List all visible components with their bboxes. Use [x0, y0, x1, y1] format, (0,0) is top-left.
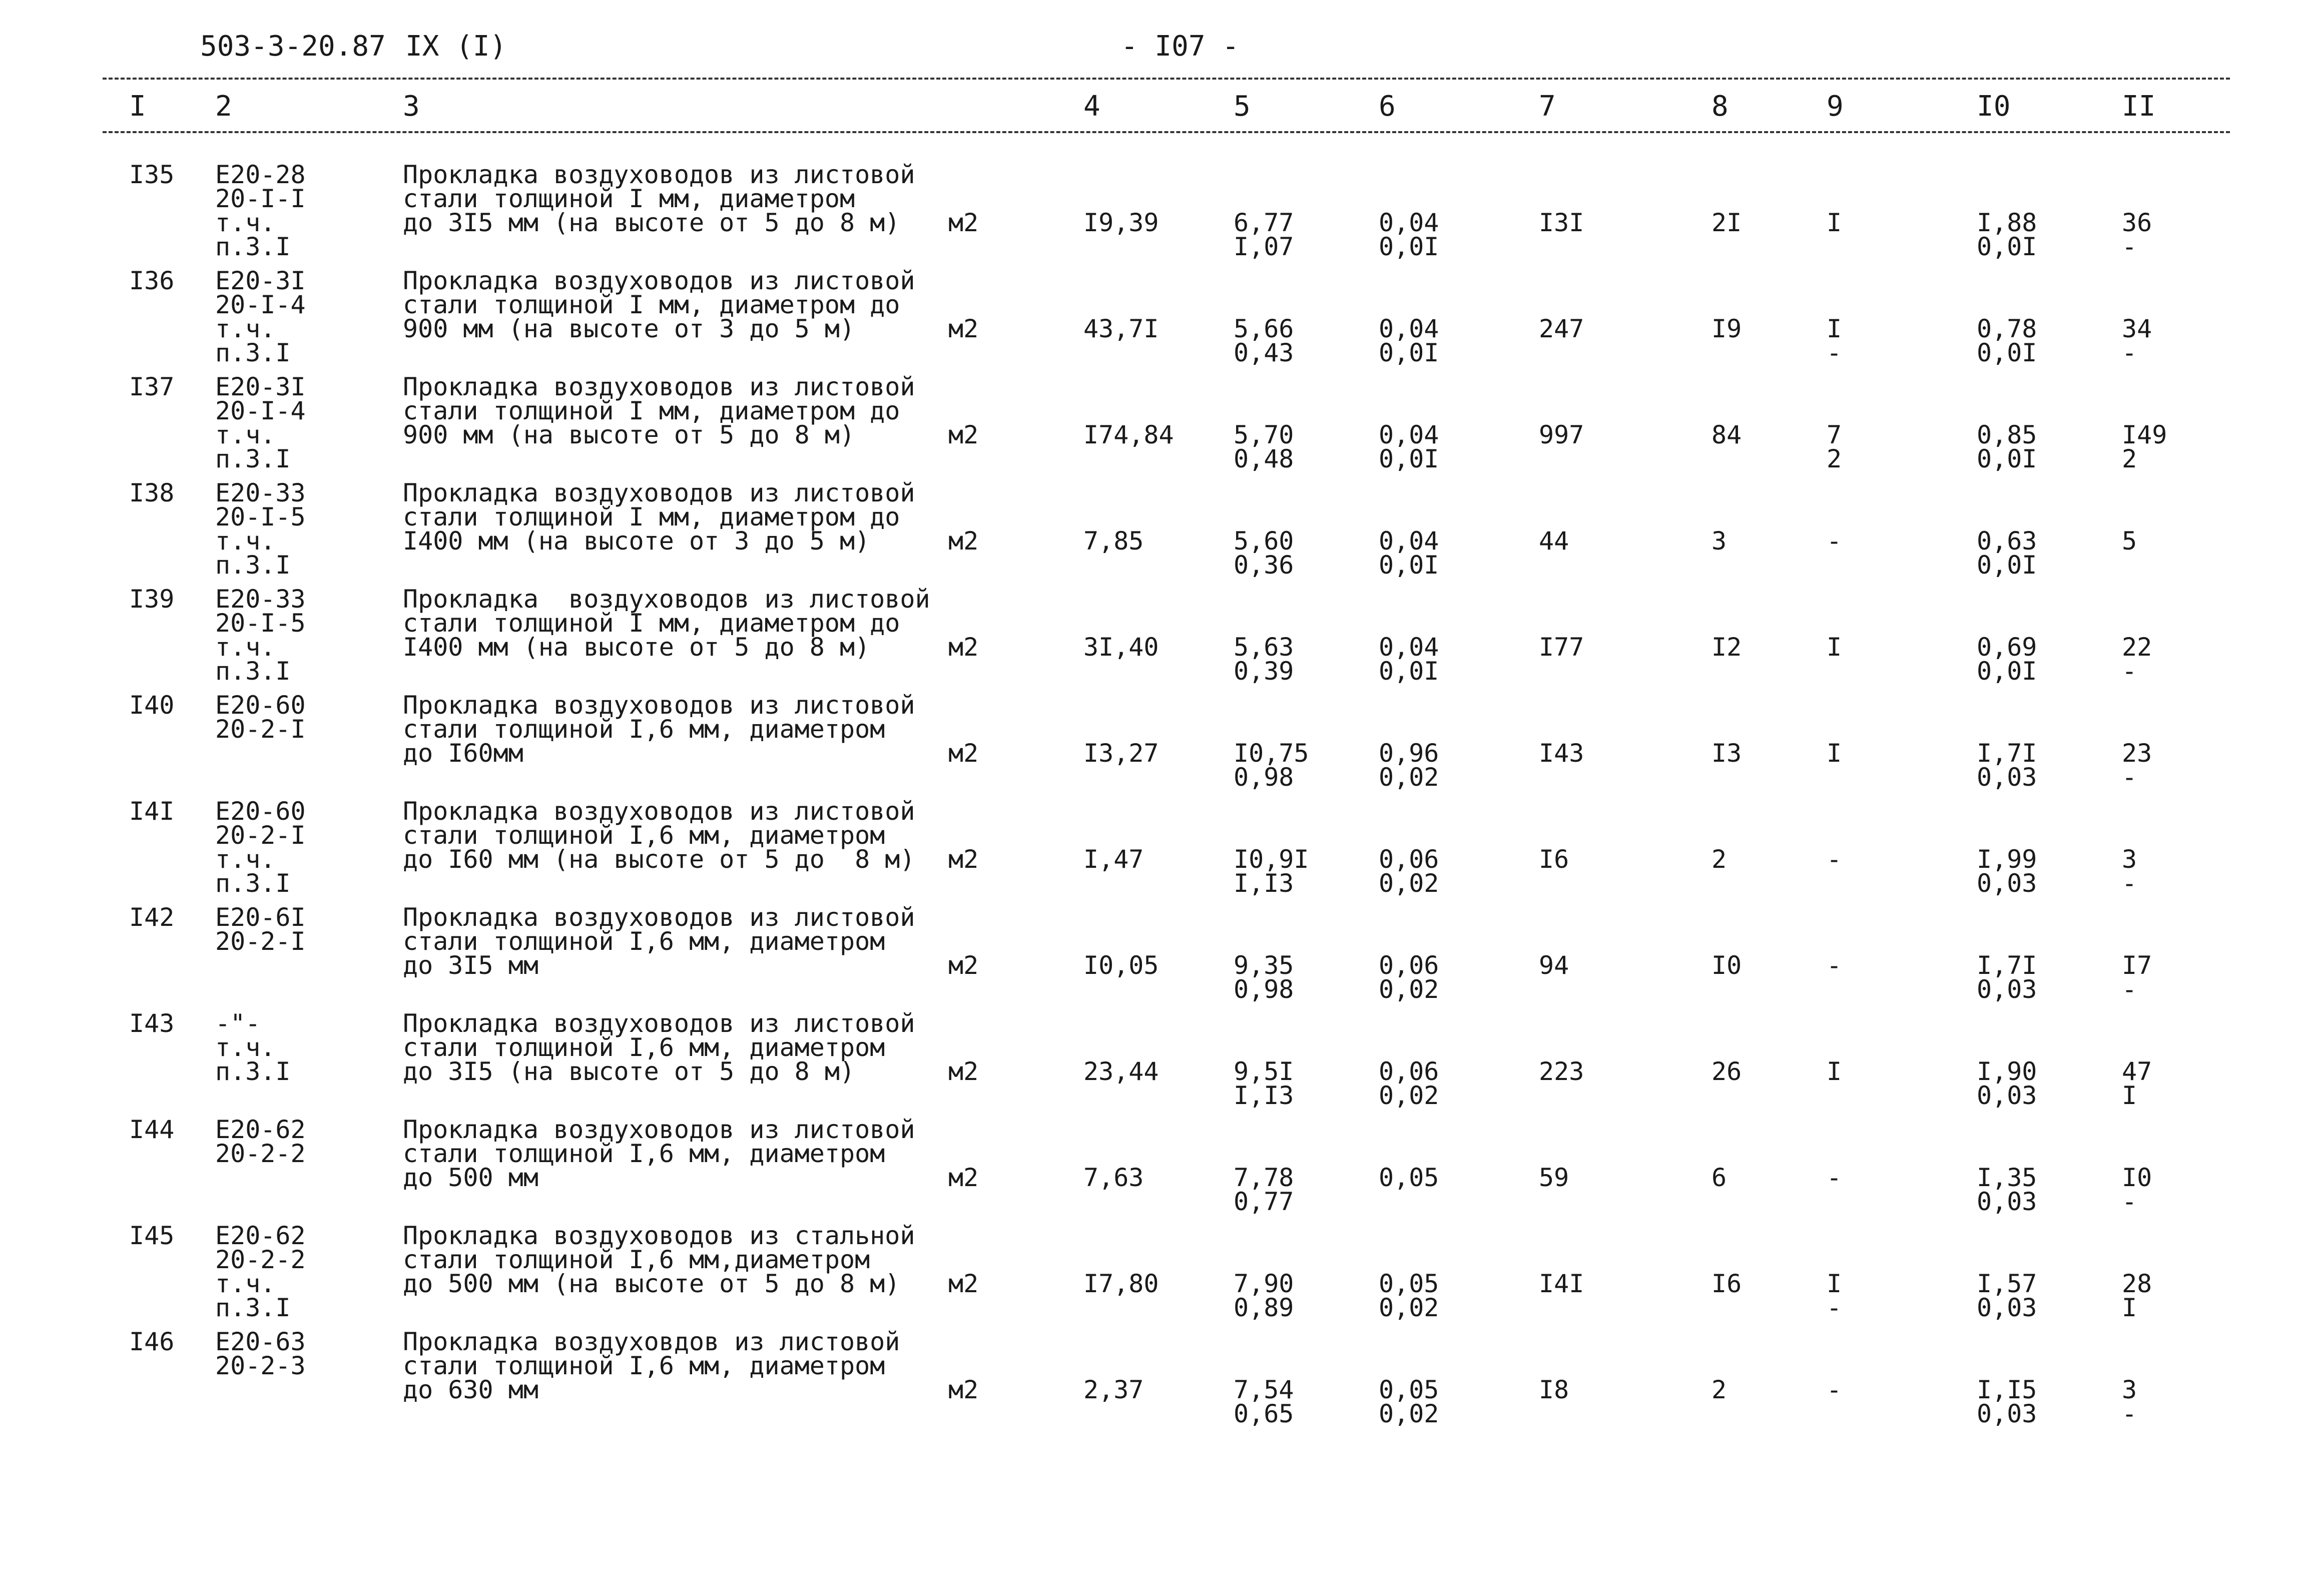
col6-values [1379, 208, 1439, 261]
col6-values-line: 0,04 [1379, 420, 1439, 449]
col11-values [2122, 1163, 2152, 1216]
col6-values [1379, 1269, 1439, 1322]
col5-values [1234, 314, 1294, 367]
col11-values [2122, 739, 2152, 792]
column-number: 5 [1234, 90, 1251, 123]
col6-values-line: 0,0I [1379, 232, 1439, 261]
work-description: Прокладка воздуховодов из листовой стали толщиной I,6 мм, диаметром до 3I5 мм [403, 903, 915, 980]
table-row [0, 693, 2305, 799]
column-number: 3 [403, 90, 420, 123]
quantity: 2,37 [1083, 1375, 1144, 1404]
table-row [0, 1115, 2305, 1224]
section-label: IX (I) [405, 30, 507, 63]
col5-values [1234, 845, 1309, 898]
col9-values [1827, 1059, 1842, 1084]
col5-values [1234, 633, 1294, 686]
col9-values-line: - [1827, 1375, 1842, 1404]
col10-values [1977, 1163, 2037, 1216]
col8-value: I0 [1711, 951, 1742, 980]
col11-values [2122, 526, 2137, 556]
col11-values [2122, 420, 2167, 473]
norm-code: E20-60 20-2-I [215, 691, 306, 744]
col10-values-line: I,35 [1977, 1163, 2037, 1192]
table-row [0, 372, 2305, 481]
col9-values-line: - [1827, 526, 1842, 556]
col11-values-line: I7 [2122, 951, 2152, 980]
norm-code: E20-63 20-2-3 [215, 1327, 306, 1380]
col7-value: I4I [1539, 1269, 1584, 1298]
col10-values-line: 0,69 [1977, 633, 2037, 662]
norm-code: E20-60 20-2-I т.ч. п.3.I [215, 797, 306, 898]
col11-values [2122, 1375, 2137, 1428]
col11-values [2122, 845, 2137, 898]
col5-values-line: 0,39 [1234, 657, 1294, 686]
norm-code: E20-33 20-I-5 т.ч. п.3.I [215, 585, 306, 686]
page-number: - I07 - [1121, 30, 1240, 63]
col11-values-line: - [2122, 1187, 2137, 1216]
work-description: Прокладка воздуховодов из листовой стали толщиной I,6 мм, диаметром до 3I5 (на высоте от 5 до 8 м) [403, 1009, 915, 1086]
col10-values-line: 0,03 [1977, 1293, 2037, 1322]
table-row [0, 1011, 2305, 1118]
col10-values [1977, 1375, 2037, 1428]
col11-values-line: 47 [2122, 1057, 2152, 1086]
col10-values-line: I,I5 [1977, 1375, 2037, 1404]
column-number: 2 [215, 90, 232, 123]
quantity: 43,7I [1083, 314, 1159, 343]
col11-values-line: - [2122, 657, 2137, 686]
col5-values-line: 5,63 [1234, 633, 1294, 662]
col11-values-line: 2 [2122, 444, 2137, 473]
col5-values-line: 9,35 [1234, 951, 1294, 980]
table-row [0, 799, 2305, 905]
col5-values-line: 0,65 [1234, 1399, 1294, 1428]
table-row [0, 587, 2305, 693]
col6-values-line: 0,02 [1379, 1399, 1439, 1428]
col9-values-line: I [1827, 1057, 1842, 1086]
col6-values [1379, 845, 1439, 898]
col9-values-line: - [1827, 845, 1842, 874]
unit-of-measure: м2 [948, 1269, 979, 1298]
col11-values-line: 3 [2122, 1375, 2137, 1404]
table-row [0, 905, 2305, 1011]
col9-values [1827, 1269, 1842, 1322]
col11-values [2122, 633, 2152, 686]
col10-values-line: 0,03 [1977, 1187, 2037, 1216]
col10-values [1977, 845, 2037, 898]
quantity: I0,05 [1083, 951, 1159, 980]
col11-values [2122, 1059, 2152, 1108]
row-number: I36 [129, 266, 175, 295]
col7-value: 997 [1539, 420, 1584, 449]
col6-values-line: 0,06 [1379, 1057, 1439, 1086]
col10-values-line: 0,78 [1977, 314, 2037, 343]
col5-values-line: 7,78 [1234, 1163, 1294, 1192]
work-description: Прокладка воздуховодов из листовой стали толщиной I мм, диаметром до 900 мм (на высоте от 5 до 8 м) [403, 372, 915, 449]
col9-values [1827, 314, 1842, 367]
col8-value: 3 [1711, 526, 1727, 556]
norm-code: E20-62 20-2-2 т.ч. п.3.I [215, 1221, 306, 1322]
col5-values [1234, 951, 1294, 1004]
col9-values [1827, 633, 1842, 662]
col7-value: I43 [1539, 739, 1584, 768]
col11-values-line: 22 [2122, 633, 2152, 662]
col8-value: 2I [1711, 208, 1742, 237]
col8-value: 6 [1711, 1163, 1727, 1192]
row-number: I46 [129, 1327, 175, 1356]
col10-values-line: 0,03 [1977, 975, 2037, 1004]
quantity: I74,84 [1083, 420, 1174, 449]
col10-values [1977, 526, 2037, 580]
unit-of-measure: м2 [948, 420, 979, 449]
col6-values [1379, 633, 1439, 686]
col6-values-line: 0,05 [1379, 1163, 1439, 1192]
work-description: Прокладка воздуховодов из листовой стали толщиной I,6 мм, диаметром до I60мм [403, 691, 915, 768]
row-number: I40 [129, 691, 175, 720]
col5-values-line: I0,75 [1234, 739, 1309, 768]
col5-values-line: 0,77 [1234, 1187, 1294, 1216]
col7-value: I6 [1539, 845, 1569, 874]
col11-values-line: I49 [2122, 420, 2167, 449]
work-description: Прокладка воздуховодов из листовой стали толщиной I мм, диаметром до I400 мм (на высоте от 3 до 5 м) [403, 478, 915, 556]
col10-values-line: 0,03 [1977, 763, 2037, 792]
col10-values-line: 0,03 [1977, 1081, 2037, 1110]
column-number: I0 [1977, 90, 2011, 123]
norm-code: E20-6I 20-2-I [215, 903, 306, 956]
col6-values [1379, 739, 1439, 792]
quantity: 7,63 [1083, 1163, 1144, 1192]
unit-of-measure: м2 [948, 845, 979, 874]
col10-values [1977, 951, 2037, 1004]
col11-values-line: 28 [2122, 1269, 2152, 1298]
col5-values [1234, 526, 1294, 580]
col5-values [1234, 420, 1294, 473]
col6-values-line: 0,0I [1379, 338, 1439, 367]
col8-value: 2 [1711, 845, 1727, 874]
col11-values-line: - [2122, 869, 2137, 898]
col11-values-line: 5 [2122, 526, 2137, 556]
col9-values [1827, 739, 1842, 768]
col5-values-line: I0,9I [1234, 845, 1309, 874]
work-description: Прокладка воздуховодов из листовой стали толщиной I,6 мм, диаметром до 500 мм [403, 1115, 915, 1192]
col5-values [1234, 739, 1309, 792]
col9-values-line: 7 [1827, 420, 1842, 449]
col11-values-line: - [2122, 1399, 2137, 1428]
col5-values-line: 0,98 [1234, 763, 1294, 792]
col7-value: 247 [1539, 314, 1584, 343]
col9-values-line: - [1827, 951, 1842, 980]
quantity: 23,44 [1083, 1057, 1159, 1086]
unit-of-measure: м2 [948, 739, 979, 768]
col11-values [2122, 208, 2152, 261]
col10-values-line: 0,0I [1977, 338, 2037, 367]
col10-values [1977, 739, 2037, 792]
col11-values-line: 36 [2122, 208, 2152, 237]
col6-values [1379, 526, 1439, 580]
col6-values-line: 0,04 [1379, 633, 1439, 662]
unit-of-measure: м2 [948, 951, 979, 980]
col10-values [1977, 420, 2037, 473]
col7-value: 223 [1539, 1057, 1584, 1086]
col11-values-line: 3 [2122, 845, 2137, 874]
col11-values-line: 23 [2122, 739, 2152, 768]
unit-of-measure: м2 [948, 314, 979, 343]
col11-values-line: 34 [2122, 314, 2152, 343]
col8-value: I6 [1711, 1269, 1742, 1298]
col10-values-line: 0,0I [1977, 232, 2037, 261]
col9-values-line: I [1827, 633, 1842, 662]
col10-values [1977, 1269, 2037, 1322]
row-number: I4I [129, 797, 175, 826]
column-number: 4 [1083, 90, 1100, 123]
col10-values-line: I,57 [1977, 1269, 2037, 1298]
header-bottom-rule [103, 131, 2230, 133]
row-number: I38 [129, 478, 175, 507]
unit-of-measure: м2 [948, 633, 979, 662]
col9-values-line: I [1827, 739, 1842, 768]
col5-values-line: 6,77 [1234, 208, 1294, 237]
col7-value: 94 [1539, 951, 1569, 980]
col8-value: 84 [1711, 420, 1742, 449]
col9-values [1827, 526, 1842, 556]
norm-code: E20-28 20-I-I т.ч. п.3.I [215, 160, 306, 261]
col11-values-line: I [2122, 1081, 2137, 1110]
row-number: I44 [129, 1115, 175, 1144]
col5-values [1234, 208, 1294, 261]
col6-values-line: 0,02 [1379, 763, 1439, 792]
col5-values-line: 0,48 [1234, 444, 1294, 473]
col10-values [1977, 633, 2037, 686]
col9-values [1827, 1375, 1842, 1404]
col5-values-line: I,I3 [1234, 869, 1294, 898]
col6-values [1379, 1163, 1439, 1192]
col6-values [1379, 420, 1439, 473]
col10-values-line: I,90 [1977, 1057, 2037, 1086]
norm-code: E20-62 20-2-2 [215, 1115, 306, 1168]
column-number: I [129, 90, 146, 123]
col11-values-line: - [2122, 338, 2137, 367]
col5-values-line: I,07 [1234, 232, 1294, 261]
col10-values-line: 0,03 [1977, 1399, 2037, 1428]
col7-value: I8 [1539, 1375, 1569, 1404]
col6-values-line: 0,06 [1379, 951, 1439, 980]
col8-value: I2 [1711, 633, 1742, 662]
quantity: I3,27 [1083, 739, 1159, 768]
col10-values-line: I,7I [1977, 739, 2037, 768]
col11-values [2122, 314, 2152, 367]
col6-values-line: 0,02 [1379, 1293, 1439, 1322]
col10-values-line: I,88 [1977, 208, 2037, 237]
quantity: I,47 [1083, 845, 1144, 874]
row-number: I45 [129, 1221, 175, 1250]
col5-values-line: 5,70 [1234, 420, 1294, 449]
col9-values [1827, 845, 1842, 874]
col6-values-line: 0,06 [1379, 845, 1439, 874]
col9-values [1827, 951, 1842, 980]
col9-values-line: - [1827, 1163, 1842, 1192]
col9-values [1827, 1163, 1842, 1192]
col7-value: 44 [1539, 526, 1569, 556]
col6-values-line: 0,0I [1379, 551, 1439, 580]
column-number: 6 [1379, 90, 1396, 123]
norm-code: E20-3I 20-I-4 т.ч. п.3.I [215, 372, 306, 473]
column-number: 7 [1539, 90, 1556, 123]
col10-values [1977, 1059, 2037, 1108]
norm-code: E20-33 20-I-5 т.ч. п.3.I [215, 478, 306, 580]
quantity: I9,39 [1083, 208, 1159, 237]
header-top-rule [103, 78, 2230, 80]
col5-values-line: 7,54 [1234, 1375, 1294, 1404]
col6-values [1379, 314, 1439, 367]
column-number: II [2122, 90, 2156, 123]
norm-code: -"- т.ч. п.3.I [215, 1009, 291, 1086]
column-number: 8 [1711, 90, 1728, 123]
col5-values-line: 0,36 [1234, 551, 1294, 580]
col10-values-line: 0,03 [1977, 869, 2037, 898]
work-description: Прокладка воздуховодов из листовой стали толщиной I мм, диаметром до 900 мм (на высоте от 3 до 5 м) [403, 266, 915, 343]
col10-values [1977, 208, 2037, 261]
col9-values-line: I [1827, 314, 1842, 343]
col8-value: 26 [1711, 1057, 1742, 1086]
col6-values-line: 0,02 [1379, 869, 1439, 898]
col11-values-line: I [2122, 1293, 2137, 1322]
table-row [0, 1221, 2305, 1330]
col6-values-line: 0,04 [1379, 208, 1439, 237]
col10-values-line: I,99 [1977, 845, 2037, 874]
col8-value: I3 [1711, 739, 1742, 768]
col11-values-line: - [2122, 763, 2137, 792]
col10-values-line: 0,0I [1977, 551, 2037, 580]
norm-code: E20-3I 20-I-4 т.ч. п.3.I [215, 266, 306, 367]
col5-values-line: 7,90 [1234, 1269, 1294, 1298]
table-row [0, 478, 2305, 587]
col6-values-line: 0,02 [1379, 975, 1439, 1004]
work-description: Прокладка воздуховодов из листовой стали толщиной I мм, диаметром до I400 мм (на высоте от 5 до 8 м) [403, 585, 930, 662]
col6-values-line: 0,96 [1379, 739, 1439, 768]
col10-values-line: 0,0I [1977, 444, 2037, 473]
col11-values-line: - [2122, 975, 2137, 1004]
doc-code: 503-3-20.87 [200, 30, 386, 63]
col6-values-line: 0,02 [1379, 1081, 1439, 1110]
column-number: 9 [1827, 90, 1844, 123]
row-number: I37 [129, 372, 175, 401]
col5-values-line: 9,5I [1234, 1057, 1294, 1086]
col11-values-line: I0 [2122, 1163, 2152, 1192]
col6-values-line: 0,05 [1379, 1375, 1439, 1404]
col8-value: 2 [1711, 1375, 1727, 1404]
unit-of-measure: м2 [948, 1375, 979, 1404]
col5-values-line: I,I3 [1234, 1081, 1294, 1110]
col7-value: 59 [1539, 1163, 1569, 1192]
col6-values-line: 0,0I [1379, 657, 1439, 686]
col7-value: I77 [1539, 633, 1584, 662]
quantity: 7,85 [1083, 526, 1144, 556]
col5-values-line: 0,98 [1234, 975, 1294, 1004]
col9-values-line: I [1827, 208, 1842, 237]
col9-values [1827, 208, 1842, 237]
unit-of-measure: м2 [948, 208, 979, 237]
unit-of-measure: м2 [948, 1163, 979, 1192]
col10-values [1977, 314, 2037, 367]
col7-value: I3I [1539, 208, 1584, 237]
work-description: Прокладка воздуховодов из листовой стали толщиной I мм, диаметром до 3I5 мм (на высоте от 5 до 8 м) [403, 160, 915, 237]
col9-values-line: - [1827, 1293, 1842, 1322]
col5-values-line: 5,60 [1234, 526, 1294, 556]
work-description: Прокладка воздуховдов из листовой стали толщиной I,6 мм, диаметром до 630 мм [403, 1327, 900, 1404]
col11-values [2122, 951, 2152, 1004]
col6-values-line: 0,04 [1379, 526, 1439, 556]
row-number: I39 [129, 585, 175, 614]
col9-values [1827, 420, 1842, 473]
col11-values [2122, 1269, 2152, 1322]
quantity: 3I,40 [1083, 633, 1159, 662]
col10-values-line: 0,63 [1977, 526, 2037, 556]
col6-values [1379, 1059, 1439, 1108]
col5-values-line: 0,89 [1234, 1293, 1294, 1322]
row-number: I35 [129, 160, 175, 189]
unit-of-measure: м2 [948, 526, 979, 556]
col5-values [1234, 1163, 1294, 1216]
col8-value: I9 [1711, 314, 1742, 343]
col6-values-line: 0,05 [1379, 1269, 1439, 1298]
col10-values-line: I,7I [1977, 951, 2037, 980]
col6-values-line: 0,04 [1379, 314, 1439, 343]
col5-values [1234, 1059, 1294, 1108]
row-number: I43 [129, 1009, 175, 1038]
col9-values-line: I [1827, 1269, 1842, 1298]
unit-of-measure: м2 [948, 1057, 979, 1086]
table-row [0, 266, 2305, 375]
work-description: Прокладка воздуховодов из стальной стали толщиной I,6 мм,диаметром до 500 мм (на высоте от 5 до 8 м) [403, 1221, 915, 1298]
work-description: Прокладка воздуховодов из листовой стали толщиной I,6 мм, диаметром до I60 мм (на высоте от 5 до 8 м) [403, 797, 915, 874]
col5-values [1234, 1375, 1294, 1428]
table-row [0, 160, 2305, 269]
row-number: I42 [129, 903, 175, 932]
col10-values-line: 0,85 [1977, 420, 2037, 449]
col5-values-line: 0,43 [1234, 338, 1294, 367]
col9-values-line: - [1827, 338, 1842, 367]
col6-values-line: 0,0I [1379, 444, 1439, 473]
col5-values-line: 5,66 [1234, 314, 1294, 343]
col5-values [1234, 1269, 1294, 1322]
col11-values-line: - [2122, 232, 2137, 261]
col9-values-line: 2 [1827, 444, 1842, 473]
quantity: I7,80 [1083, 1269, 1159, 1298]
col6-values [1379, 1375, 1439, 1428]
col10-values-line: 0,0I [1977, 657, 2037, 686]
table-row [0, 1327, 2305, 1436]
col6-values [1379, 951, 1439, 1004]
